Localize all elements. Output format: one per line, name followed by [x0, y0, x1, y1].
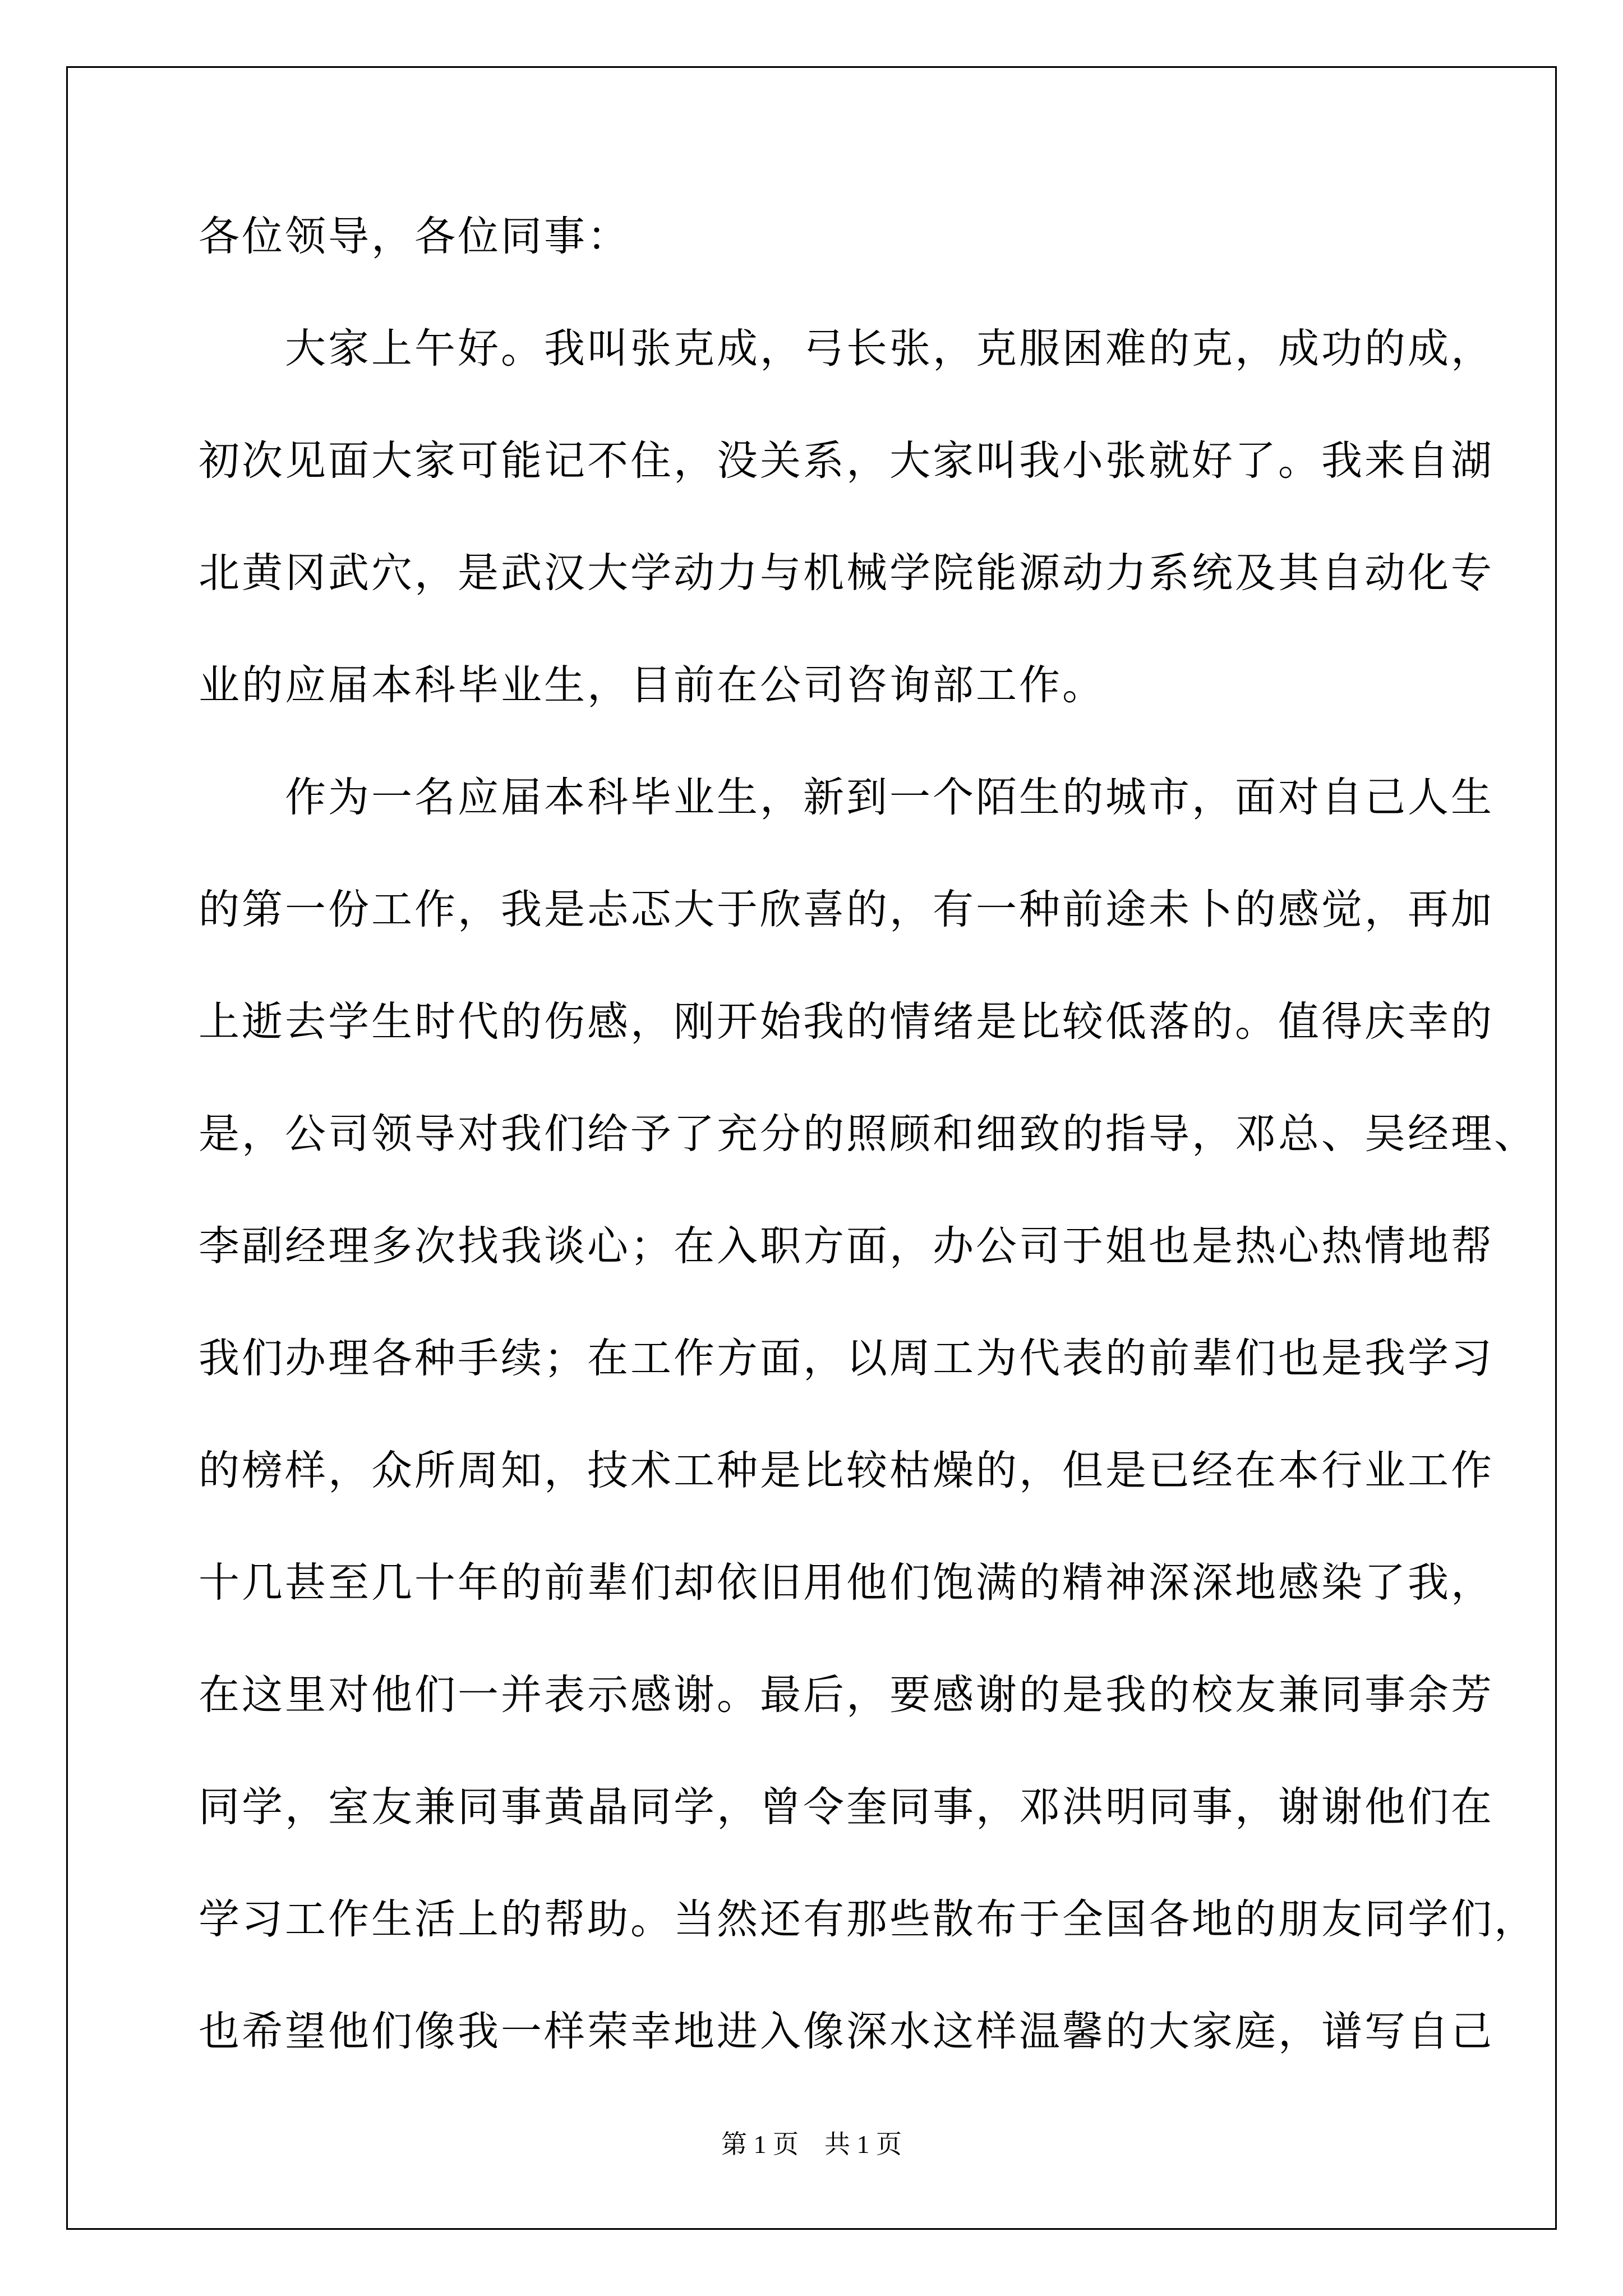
text-line: 是，公司领导对我们给予了充分的照顾和细致的指导，邓总、吴经理、 — [199, 1110, 1537, 1158]
text-line: 上逝去学生时代的伤感，刚开始我的情绪是比较低落的。值得庆幸的 — [199, 998, 1494, 1046]
text-line: 的榜样，众所周知，技术工种是比较枯燥的，但是已经在本行业工作 — [199, 1447, 1494, 1494]
text-line: 各位领导，各位同事： — [199, 213, 630, 260]
text-line: 初次见面大家可能记不住，没关系，大家叫我小张就好了。我来自湖 — [199, 437, 1494, 485]
text-line: 业的应届本科毕业生，目前在公司咨询部工作。 — [199, 661, 1105, 709]
text-line: 在这里对他们一并表示感谢。最后，要感谢的是我的校友兼同事余芳 — [199, 1671, 1494, 1719]
text-line: 的第一份工作，我是忐忑大于欣喜的，有一种前途未卜的感觉，再加 — [199, 886, 1494, 933]
text-line: 十几甚至几十年的前辈们却依旧用他们饱满的精神深深地感染了我， — [199, 1559, 1494, 1607]
page-footer: 第 1 页 共 1 页 — [721, 2130, 902, 2159]
text-line: 李副经理多次找我谈心；在入职方面，办公司于姐也是热心热情地帮 — [199, 1222, 1494, 1270]
text-line: 大家上午好。我叫张克成，弓长张，克服困难的克，成功的成， — [199, 325, 1494, 372]
text-line: 也希望他们像我一样荣幸地进入像深水这样温馨的大家庭，谱写自己 — [199, 2008, 1494, 2055]
text-line: 学习工作生活上的帮助。当然还有那些散布于全国各地的朋友同学们， — [199, 1895, 1537, 1943]
text-line: 作为一名应届本科毕业生，新到一个陌生的城市，面对自己人生 — [199, 774, 1494, 821]
text-line: 同学，室友兼同事黄晶同学，曾令奎同事，邓洪明同事，谢谢他们在 — [199, 1783, 1494, 1831]
text-line: 北黄冈武穴，是武汉大学动力与机械学院能源动力系统及其自动化专 — [199, 549, 1494, 597]
text-line: 我们办理各种手续；在工作方面，以周工为代表的前辈们也是我学习 — [199, 1335, 1494, 1382]
